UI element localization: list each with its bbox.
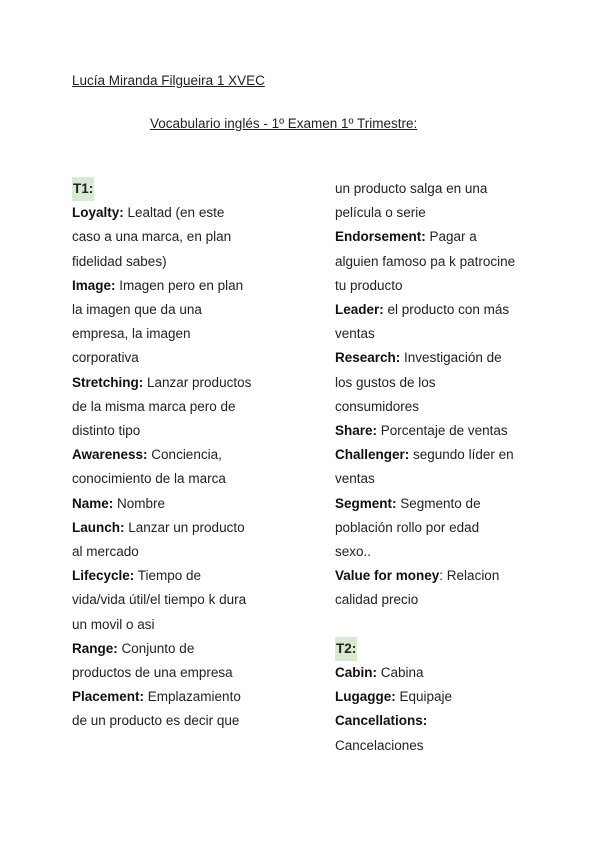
left-column [72, 177, 332, 734]
vocab-definition: el producto con más [383, 302, 510, 318]
vocab-entry [72, 637, 332, 685]
entry-line [335, 298, 535, 322]
vocab-definition: Emplazamiento [144, 689, 241, 705]
vocab-entry [72, 564, 332, 637]
vocab-term: Leader: [335, 302, 384, 318]
entry-line [335, 419, 535, 443]
vocab-entry [335, 225, 535, 298]
document-title: Vocabulario inglés - 1º Examen 1º Trimestre: [150, 116, 418, 131]
continuation-line: película o serie [335, 205, 426, 221]
entry-line [72, 661, 332, 685]
entry-line [335, 274, 535, 298]
vocab-definition: vida/vida útil/el tiempo k dura [72, 592, 247, 608]
vocab-definition: segundo líder en [409, 447, 514, 463]
entry-line [335, 443, 535, 467]
vocab-entry [335, 685, 535, 709]
entry-line [335, 661, 535, 685]
entry-line [335, 322, 535, 346]
vocab-term: Image: [72, 277, 116, 293]
vocab-definition: alguien famoso pa k patrocine [335, 253, 516, 269]
vocab-entry [335, 298, 535, 346]
vocab-definition: al mercado [72, 544, 139, 560]
entry-line [72, 298, 332, 322]
entry-line [335, 709, 535, 733]
entry-line [72, 371, 332, 395]
vocab-definition: sexo.. [335, 544, 372, 560]
vocab-term: Placement: [72, 689, 145, 705]
vocab-definition: fidelidad sabes) [72, 253, 167, 269]
vocab-definition: Conjunto de [117, 640, 195, 656]
vocab-term: Cabin: [335, 665, 377, 681]
vocab-definition: Lanzar productos [143, 374, 252, 390]
vocab-definition: Conciencia, [147, 447, 222, 463]
vocab-definition: calidad precio [335, 592, 419, 608]
entry-line [335, 346, 535, 370]
vocab-definition: Tiempo de [134, 568, 202, 584]
vocab-definition: consumidores [335, 398, 420, 414]
vocab-definition: Cancelaciones [335, 737, 424, 753]
entry-line [72, 395, 332, 419]
vocab-entry [335, 346, 535, 419]
entry-line [335, 516, 535, 540]
entry-line [335, 540, 535, 564]
vocab-definition: población rollo por edad [335, 519, 480, 535]
vocab-entry [72, 685, 332, 733]
entry-line [335, 588, 535, 612]
entry-line [72, 492, 332, 516]
entry-line [72, 274, 332, 298]
vocab-entry [72, 274, 332, 371]
entry-line [72, 467, 332, 491]
vocab-definition: de la misma marca pero de [72, 398, 236, 414]
vocab-entry [335, 443, 535, 491]
vocab-definition: corporativa [72, 350, 139, 366]
vocab-term: Lifecycle: [72, 568, 135, 584]
vocab-definition: Porcentaje de ventas [377, 423, 508, 439]
vocab-term: Segment: [335, 495, 397, 511]
left-entries [72, 201, 332, 733]
vocab-entry [72, 201, 332, 274]
author-line: Lucía Miranda Filgueira 1 XVEC [72, 73, 265, 88]
entry-line [335, 395, 535, 419]
vocab-definition: Pagar a [425, 229, 477, 245]
vocab-term: Stretching: [72, 374, 144, 390]
entry-line [72, 516, 332, 540]
entry-line [72, 637, 332, 661]
right-entries [335, 225, 535, 612]
vocab-definition: Lanzar un producto [124, 519, 245, 535]
entry-line [72, 613, 332, 637]
vocab-entry [335, 661, 535, 685]
vocab-entry [335, 419, 535, 443]
entry-line [335, 467, 535, 491]
entry-line [335, 250, 535, 274]
entry-line [335, 685, 535, 709]
vocab-definition: Imagen pero en plan [115, 277, 244, 293]
entry-line [72, 443, 332, 467]
vocab-term: Loyalty: [72, 205, 124, 221]
right-column [335, 177, 535, 758]
vocab-term: Lugagge: [335, 689, 396, 705]
entry-line [335, 734, 535, 758]
entry-line [335, 492, 535, 516]
vocab-term: Name: [72, 495, 114, 511]
vocab-definition: Investigación de [400, 350, 502, 366]
vocab-term: Value for money [335, 568, 440, 584]
section-heading-t1: T1: [72, 177, 94, 201]
entry-line [72, 322, 332, 346]
vocab-entry [72, 371, 332, 444]
entry-line [335, 225, 535, 249]
vocab-definition: distinto tipo [72, 423, 141, 439]
entry-line [72, 419, 332, 443]
vocab-entry [72, 492, 332, 516]
entry-line [72, 564, 332, 588]
vocab-term: Research: [335, 350, 401, 366]
vocab-term: Cancellations: [335, 713, 428, 729]
vocab-definition: Equipaje [395, 689, 453, 705]
entry-line [72, 540, 332, 564]
vocab-term: Awareness: [72, 447, 148, 463]
vocab-term: Range: [72, 640, 118, 656]
vocab-definition: Lealtad (en este [123, 205, 225, 221]
vocab-definition: Cabina [377, 665, 424, 681]
vocab-entry [335, 492, 535, 565]
vocab-definition: de un producto es decir que [72, 713, 240, 729]
vocab-definition: ventas [335, 326, 375, 342]
entry-line [72, 709, 332, 733]
vocab-term: Endorsement: [335, 229, 426, 245]
vocab-entry [72, 443, 332, 491]
entry-line [335, 564, 535, 588]
vocab-term: Challenger: [335, 447, 410, 463]
vocab-definition: conocimiento de la marca [72, 471, 226, 487]
entry-line [72, 685, 332, 709]
entry-line [72, 250, 332, 274]
vocab-definition: los gustos de los [335, 374, 436, 390]
vocab-definition: empresa, la imagen [72, 326, 191, 342]
entry-line [72, 225, 332, 249]
vocab-definition: tu producto [335, 277, 403, 293]
vocab-term: Launch: [72, 519, 125, 535]
vocab-definition: caso a una marca, en plan [72, 229, 232, 245]
vocab-definition: Segmento de [396, 495, 481, 511]
vocab-entry [335, 564, 535, 612]
right-entries-t2 [335, 661, 535, 758]
vocab-definition: un movil o asi [72, 616, 155, 632]
vocab-definition: Nombre [113, 495, 166, 511]
vocab-definition: : Relacion [439, 568, 500, 584]
entry-line [72, 201, 332, 225]
entry-line [72, 346, 332, 370]
entry-line [72, 588, 332, 612]
vocab-term: Share: [335, 423, 378, 439]
vocab-definition: la imagen que da una [72, 302, 202, 318]
continuation-line: un producto salga en una [335, 181, 488, 196]
entry-line [335, 371, 535, 395]
section-heading-t2: T2: [335, 637, 357, 661]
vocab-entry [335, 709, 535, 757]
vocab-definition: ventas [335, 471, 375, 487]
continuation-text [335, 177, 535, 225]
vocab-entry [72, 516, 332, 564]
vocab-definition: productos de una empresa [72, 665, 233, 681]
